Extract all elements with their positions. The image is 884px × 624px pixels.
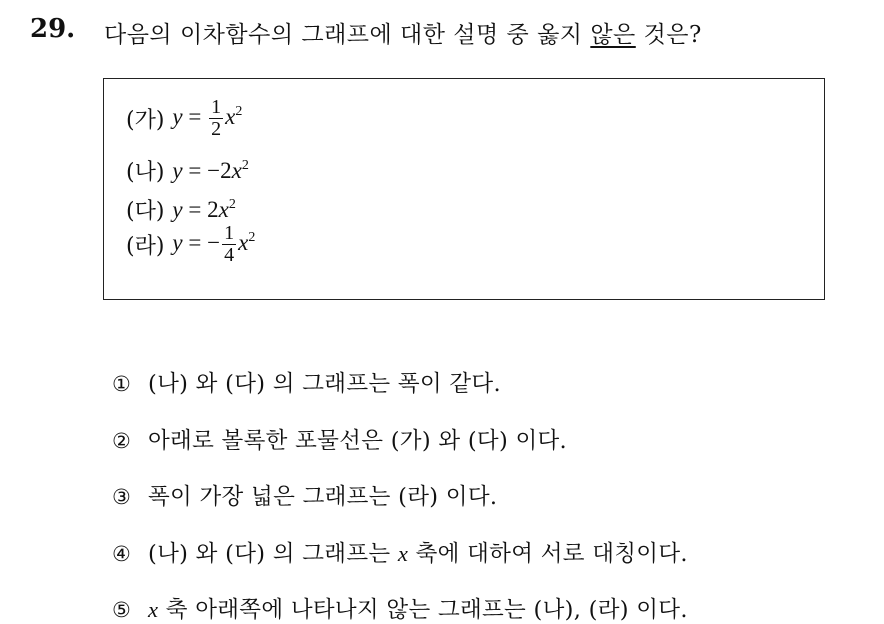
fraction-numerator: 1 [224, 222, 235, 244]
choice-text: (나) 와 (다) 의 그래프는 [148, 541, 398, 567]
question-text-before: 다음의 이차함수의 그래프에 대한 설명 중 옳지 [104, 22, 591, 48]
choice-5[interactable] [112, 592, 688, 624]
equation-math: y = − $\frac{1}{4}$ $x^2$ [172, 222, 256, 266]
fraction-denominator: 2 [211, 118, 222, 140]
choice-text-after: 축에 대하여 서로 대칭이다. [408, 541, 688, 567]
equation-fraction [209, 97, 223, 140]
question-text-after: 것은? [635, 22, 702, 48]
choice-2[interactable] [112, 423, 567, 455]
choice-text: 아래로 볼록한 포물선은 (가) 와 (다) 이다. [148, 428, 568, 454]
equation-lhs: y [172, 229, 183, 255]
equation-label: (나) [126, 160, 165, 185]
equation-sign: − [207, 229, 221, 255]
equation-label: (다) [126, 199, 165, 224]
equation-ra [126, 223, 255, 266]
choice-marker: ② [112, 429, 132, 453]
choice-var: x [397, 541, 409, 566]
equation-exponent: 2 [241, 157, 249, 173]
equation-exponent: 2 [228, 196, 236, 212]
choice-text: (나) 와 (다) 의 그래프는 폭이 같다. [148, 371, 501, 397]
fraction-numerator: 1 [211, 96, 222, 118]
equation-lhs: y [172, 196, 183, 222]
equation-var: x [218, 196, 229, 222]
equation-math: y = $\frac{1}{2}$ $x^2$ [172, 96, 243, 140]
choice-1[interactable] [112, 366, 501, 398]
choice-marker: ⑤ [112, 598, 132, 622]
equation-var: x [231, 157, 242, 183]
equation-math: $y = 2x^2$ [172, 196, 236, 222]
equation-ga [126, 97, 242, 140]
choice-3[interactable] [112, 479, 497, 511]
equation-na [126, 155, 249, 186]
equation-exponent: 2 [248, 229, 256, 245]
question-text-underlined: 않은 [590, 22, 636, 48]
equation-label: (가) [126, 108, 165, 133]
choice-var: x [148, 597, 159, 622]
choice-marker: ① [112, 372, 132, 396]
choice-4[interactable] [112, 536, 688, 568]
choice-text: 폭이 가장 넓은 그래프는 (라) 이다. [148, 484, 498, 510]
equation-var: x [238, 229, 249, 255]
equation-box [103, 78, 825, 300]
choice-marker: ④ [112, 542, 132, 566]
fraction-denominator: 4 [224, 244, 235, 266]
equation-math: $y = -2x^2$ [172, 157, 249, 183]
equation-da [126, 194, 236, 225]
choice-text-after: 축 아래쪽에 나타나지 않는 그래프는 (나), (라) 이다. [158, 597, 688, 623]
equation-coef: 2 [207, 196, 219, 222]
question-text [104, 16, 702, 49]
question-number: 29. [30, 14, 76, 44]
equation-sign: − [207, 157, 221, 183]
equation-label: (라) [126, 234, 165, 259]
equation-lhs: y [172, 157, 183, 183]
equation-fraction [222, 223, 236, 266]
equation-coef: 2 [220, 157, 232, 183]
equation-var: x [225, 103, 236, 129]
choice-marker: ③ [112, 485, 132, 509]
equation-lhs: y [172, 103, 183, 129]
equation-exponent: 2 [235, 103, 243, 119]
